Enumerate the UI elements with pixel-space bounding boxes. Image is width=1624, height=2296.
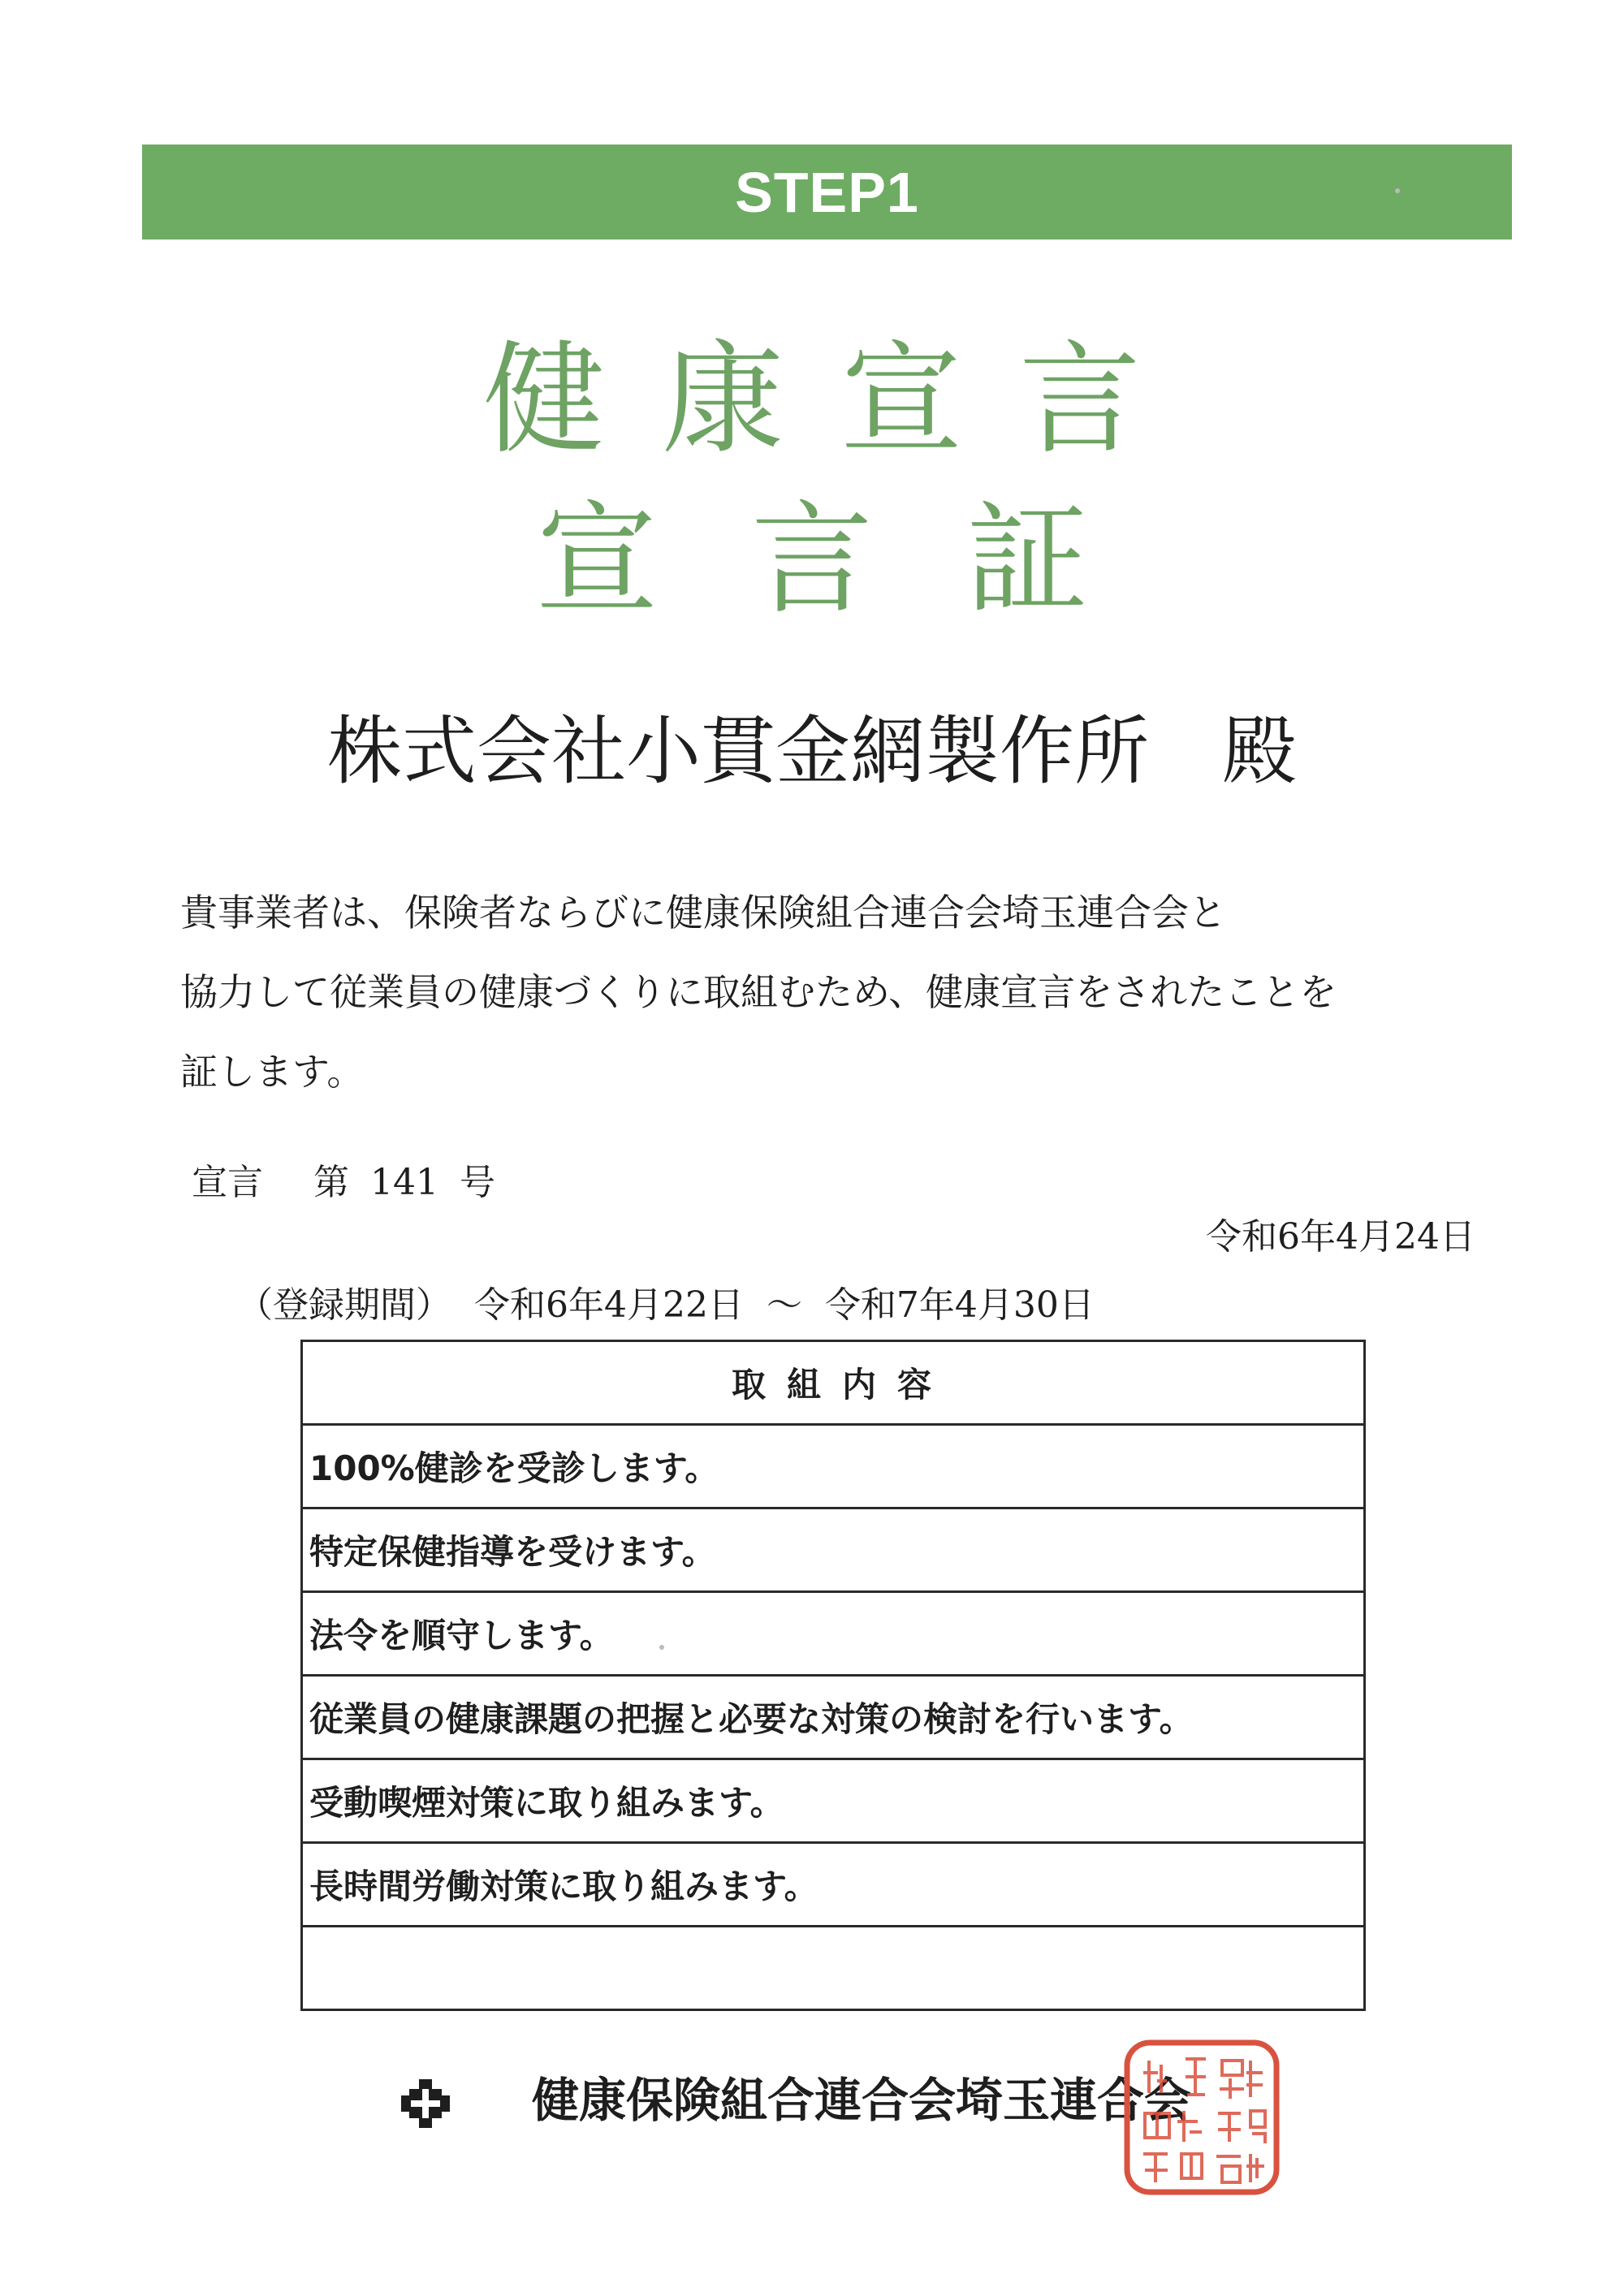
issuing-organization: 健康保険組合連合会埼玉連合会 — [532, 2073, 1192, 2128]
actions-table-header: 取組内容 — [302, 1341, 1365, 1425]
actions-table — [300, 1340, 1366, 2011]
declaration-suffix: 号 — [460, 1162, 495, 1203]
cross-emblem-icon — [396, 2074, 455, 2133]
certification-statement: 貴事業者は、保険者ならびに健康保険組合連合会埼玉連合会と 協力して従業員の健康づくりに取組むため、健康宣言をされたことを 証します。 — [180, 891, 1337, 1094]
declaration-prefix: 宣言 — [192, 1162, 263, 1203]
step-banner — [142, 145, 1512, 240]
recipient-company-name: 株式会社小貫金網製作所 — [326, 708, 1149, 795]
certificate-title-line-2: 宣言証 — [535, 490, 1181, 631]
action-item: 法令を順守します。 — [302, 1592, 1365, 1676]
action-item: 長時間労働対策に取り組みます。 — [302, 1843, 1365, 1927]
scan-speck — [1395, 188, 1400, 193]
declaration-ordinal: 第 — [313, 1162, 349, 1203]
registration-end: 令和7年4月30日 — [824, 1284, 1095, 1326]
action-item: 100%健診を受診します。 — [302, 1425, 1365, 1508]
certificate-title-line-1: 健康宣言 — [482, 330, 1198, 471]
action-item: 特定保健指導を受けます。 — [302, 1508, 1365, 1592]
registration-label: （登録期間） — [237, 1284, 451, 1326]
scan-speck — [659, 1645, 664, 1650]
action-item-empty — [302, 1927, 1365, 2010]
registration-start: 令和6年4月22日 — [473, 1284, 744, 1326]
issue-date: 令和6年4月24日 — [1206, 1216, 1475, 1258]
step-label: STEP1 — [735, 160, 919, 224]
registration-period — [237, 1284, 1095, 1326]
official-seal-stamp — [1121, 2036, 1283, 2199]
recipient-honorific: 殿 — [1222, 708, 1298, 795]
recipient — [0, 708, 1624, 795]
registration-separator: ～ — [766, 1284, 802, 1326]
declaration-number — [192, 1162, 495, 1203]
declaration-number-value: 141 — [370, 1162, 438, 1203]
action-item: 従業員の健康課題の把握と必要な対策の検討を行います。 — [302, 1676, 1365, 1759]
action-item: 受動喫煙対策に取り組みます。 — [302, 1759, 1365, 1843]
